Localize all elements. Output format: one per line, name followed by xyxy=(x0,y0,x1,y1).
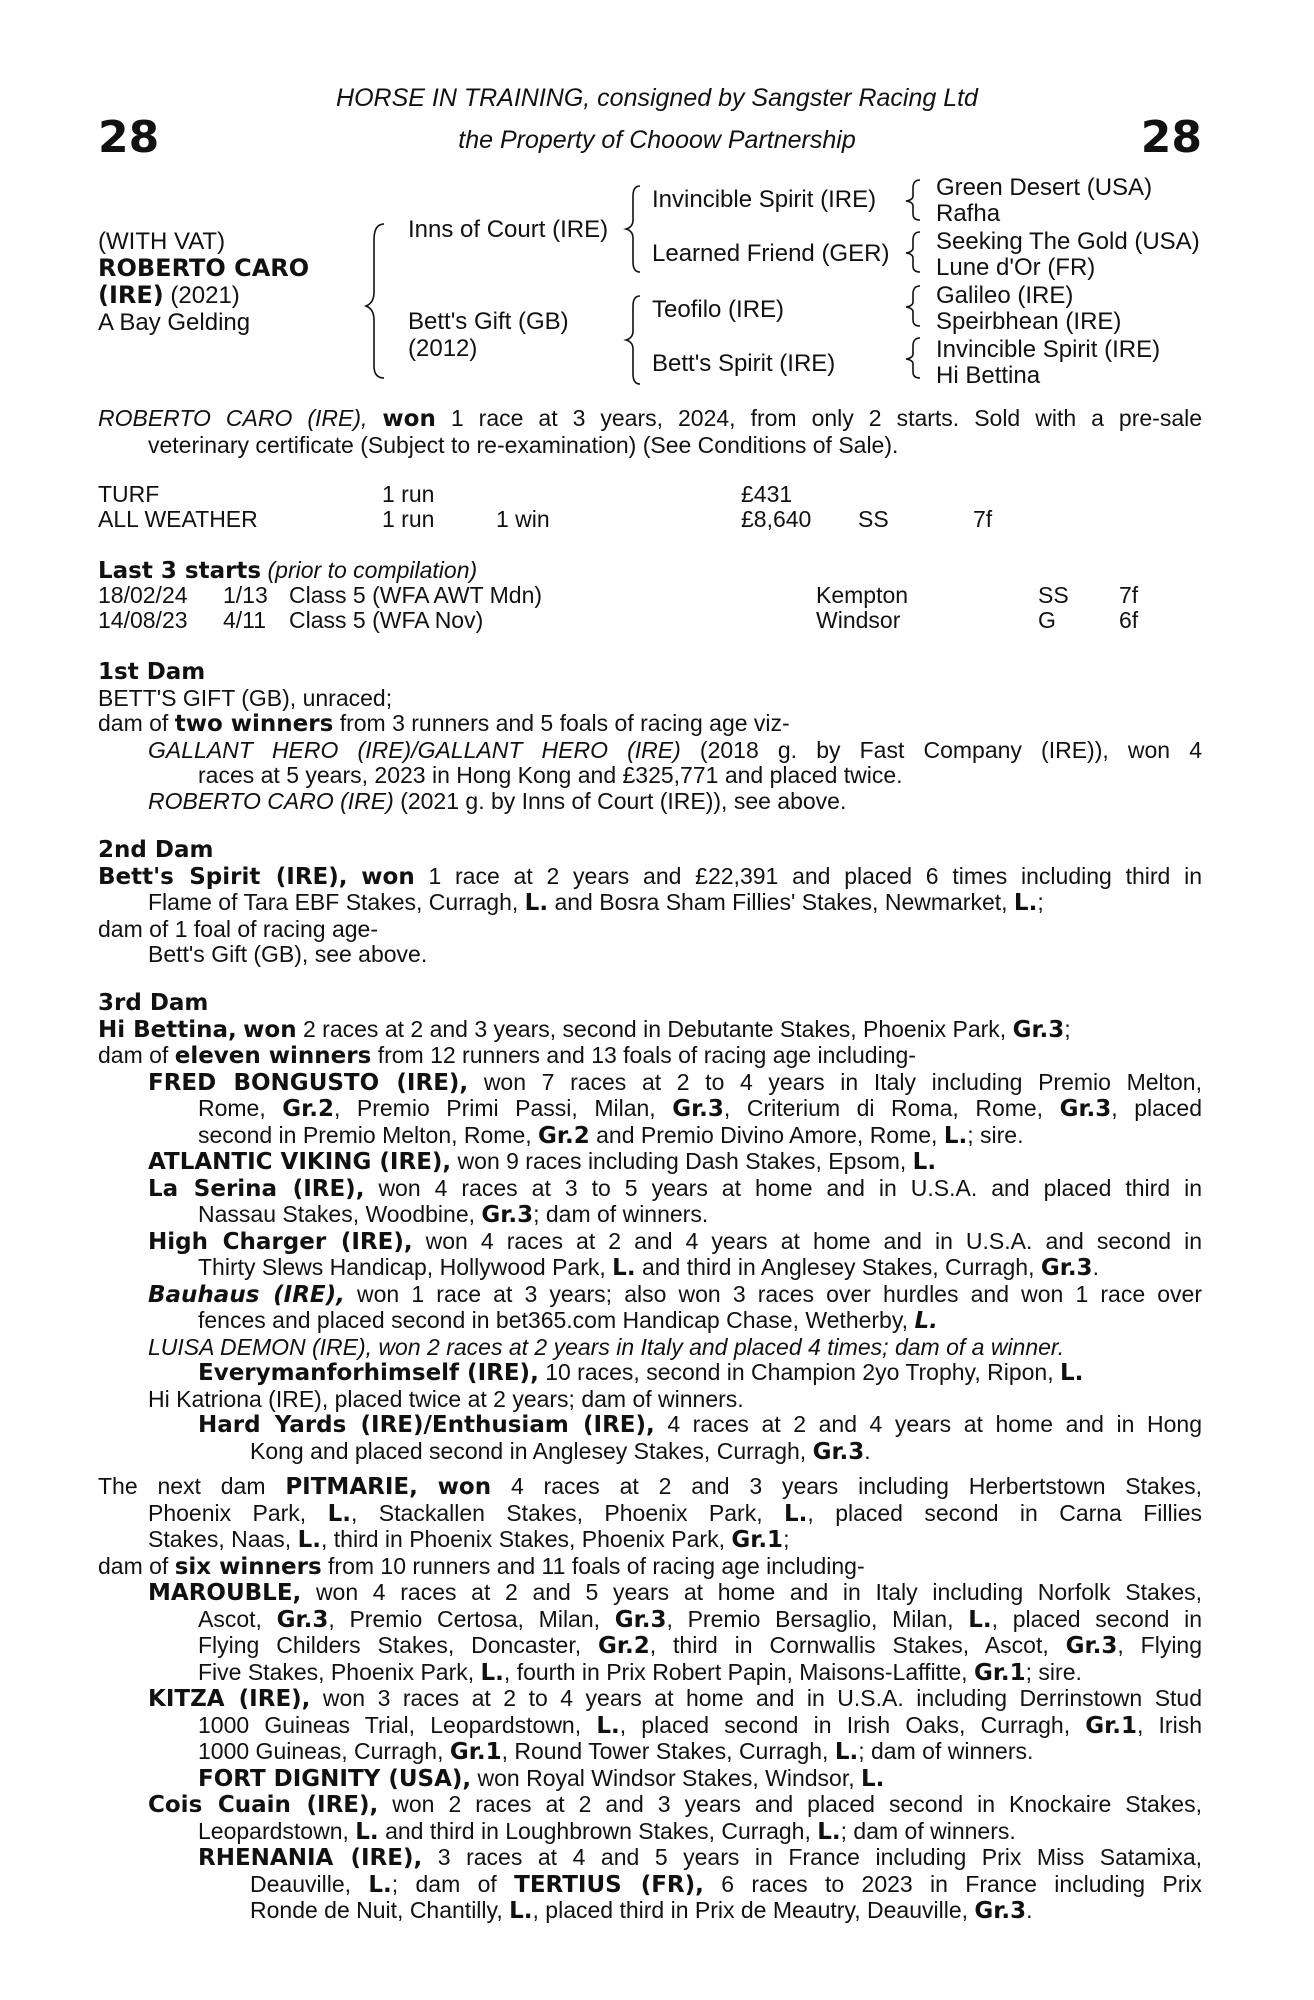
text-run: Cois Cuain (IRE), xyxy=(148,1792,379,1818)
text-run: L. xyxy=(297,1527,321,1553)
text-run: and third in Anglesey Stakes, Curragh, xyxy=(641,1254,1035,1280)
text-run: won 3 races at 2 to 4 years at home and in U.S.A. including Derrinstown Stud xyxy=(322,1685,1203,1711)
text-run: Gr.3 xyxy=(672,1096,724,1122)
text-run: from 12 runners and 13 foals of racing age including- xyxy=(377,1042,916,1068)
text-run: Gr.3 xyxy=(812,1438,865,1465)
sire-sire: Invincible Spirit (IRE) xyxy=(652,186,877,213)
text-line xyxy=(98,1229,1202,1256)
summary xyxy=(98,406,1202,458)
text-run: ; sire. xyxy=(967,1121,1024,1148)
text-run: ATLANTIC VIKING (IRE), xyxy=(148,1149,452,1175)
text-run: 1000 Guineas Trial, Leopardstown, xyxy=(198,1711,582,1738)
text-run: 6 races to 2023 in France including Prix xyxy=(721,1870,1202,1897)
text-run: ; dam of winners. xyxy=(533,1201,709,1227)
text-run: (2018 g. by Fast Company (IRE)), won 4 xyxy=(699,736,1203,763)
text-run: KITZA (IRE), xyxy=(148,1686,311,1712)
text-line xyxy=(98,1123,1202,1150)
text-run: L. xyxy=(943,1122,968,1149)
text-run: . xyxy=(1092,1254,1099,1280)
text-run: , Premio Certosa, Milan, xyxy=(328,1605,601,1632)
text-line xyxy=(98,1282,1202,1309)
text-line xyxy=(98,738,1202,764)
text-line xyxy=(98,1202,1202,1229)
text-run: Nassau Stakes, Woodbine, xyxy=(198,1201,476,1227)
text-line xyxy=(98,1149,1202,1176)
text-run: Everymanforhimself (IRE), xyxy=(198,1360,539,1386)
sire-brace xyxy=(626,186,640,272)
text-run: , Flying xyxy=(1117,1632,1203,1658)
header-consignor: HORSE IN TRAINING, consigned by Sangster Racing Ltd xyxy=(336,84,978,112)
text-run: L. xyxy=(784,1500,808,1527)
text-run: ; xyxy=(1064,1015,1071,1042)
section-heading: 2nd Dam xyxy=(98,837,214,863)
text-run: second in Premio Melton, Rome, xyxy=(198,1121,532,1148)
text-line xyxy=(98,1017,1202,1044)
text-line xyxy=(98,1554,1202,1581)
text-run: , Premio Bersaglio, Milan, xyxy=(666,1605,954,1632)
text-run: L. xyxy=(480,1659,504,1686)
text-run: ; sire. xyxy=(1025,1658,1082,1685)
text-run: , Criterium di Roma, Rome, xyxy=(723,1095,1044,1121)
summary-line-1 xyxy=(98,406,1202,433)
text-line xyxy=(98,1713,1202,1740)
text-run: won 4 races at 2 and 4 years at home and in U.S.A. and second in xyxy=(425,1227,1203,1254)
text-line xyxy=(98,1792,1202,1819)
text-run: won 7 races at 2 to 4 years in Italy including Premio Melton, xyxy=(483,1068,1202,1095)
text-line xyxy=(98,1527,1202,1554)
text-run: Gr.3 xyxy=(1040,1255,1093,1281)
text-run: won xyxy=(382,406,436,432)
text-run: Phoenix Park, xyxy=(148,1499,307,1526)
text-run: Deauville, xyxy=(250,1870,351,1897)
dam-sire: Teofilo (IRE) xyxy=(652,296,785,323)
text-run: Gr.1 xyxy=(1085,1712,1137,1739)
sd-brace xyxy=(906,232,920,272)
text-run: LUISA DEMON (IRE), won 2 races at 2 years in Italy and placed 4 times; dam of a winner. xyxy=(148,1333,1065,1360)
text-run: , third in Cornwallis Stakes, Ascot, xyxy=(649,1632,1049,1658)
text-run: , placed second in Carna Fillies xyxy=(807,1499,1203,1526)
text-run: L. xyxy=(834,1739,859,1765)
text-run: MAROUBLE, xyxy=(148,1580,302,1606)
text-line xyxy=(98,890,1202,917)
text-line xyxy=(98,1096,1202,1123)
text-run: Hard Yards (IRE)/Enthusiam (IRE), xyxy=(198,1412,655,1438)
text-run: 1 race at 3 years, 2024, from only 2 starts. Sold with a pre-sale xyxy=(450,405,1203,431)
dd-brace xyxy=(906,338,920,378)
text-line xyxy=(98,1845,1202,1872)
text-run: Ronde de Nuit, Chantilly, xyxy=(250,1897,503,1923)
text-line xyxy=(98,1501,1202,1528)
text-run: won xyxy=(243,1016,297,1043)
text-run: Flame of Tara EBF Stakes, Curragh, xyxy=(148,889,519,915)
first-dam-section xyxy=(98,660,1202,814)
text-run: six winners xyxy=(174,1553,322,1580)
text-run: Gr.3 xyxy=(276,1606,329,1633)
text-run: two winners xyxy=(174,711,334,737)
text-run: , Round Tower Stakes, Curragh, xyxy=(501,1738,829,1764)
text-line: BETT'S GIFT (GB), unraced; xyxy=(98,684,393,711)
text-run: fences and placed second in bet365.com Handicap Chase, Wetherby, xyxy=(198,1307,909,1333)
summary-line-2: veterinary certificate (Subject to re-examination) (See Conditions of Sale). xyxy=(148,431,899,458)
dam-sire-dam: Speirbhean (IRE) xyxy=(936,308,1122,335)
sire-dam-sire: Seeking The Gold (USA) xyxy=(936,228,1200,255)
big-brace xyxy=(366,224,384,378)
text-run: L. xyxy=(817,1818,841,1845)
text-run: won 2 races at 2 and 3 years and placed second in Knockaire Stakes, xyxy=(392,1791,1202,1817)
text-line: Bett's Gift (GB), see above. xyxy=(148,941,428,967)
text-run: La Serina (IRE), xyxy=(148,1175,365,1202)
lot-number-right: 28 xyxy=(1140,112,1202,163)
text-run: Gr.1 xyxy=(973,1659,1026,1686)
text-run: from 10 runners and 11 foals of racing age including- xyxy=(328,1552,865,1579)
text-run: ROBERTO CARO (IRE) xyxy=(148,787,394,814)
horse-suffix: (IRE) xyxy=(98,281,164,309)
text-run: dam of xyxy=(98,710,169,736)
text-line xyxy=(98,1580,1202,1607)
text-line xyxy=(98,1898,1202,1925)
text-run: . xyxy=(864,1437,871,1464)
text-run: Gr.1 xyxy=(731,1527,784,1553)
text-run: L. xyxy=(509,1898,533,1924)
dam-line2: (2012) xyxy=(408,335,478,362)
text-run: L. xyxy=(912,1149,937,1175)
text-line: Hi Katriona (IRE), placed twice at 2 years; dam of winners. xyxy=(148,1385,744,1412)
text-run: Ascot, xyxy=(198,1605,262,1632)
text-run: Gr.3 xyxy=(1012,1016,1065,1043)
text-line xyxy=(98,1412,1202,1439)
text-run: ROBERTO CARO (IRE), xyxy=(98,405,368,431)
text-line xyxy=(98,1335,1202,1361)
text-run: and Premio Divino Amore, Rome, xyxy=(596,1121,938,1148)
text-line xyxy=(98,1176,1202,1203)
section-heading: 3rd Dam xyxy=(98,990,209,1016)
text-run: Five Stakes, Phoenix Park, xyxy=(198,1658,475,1685)
text-run: The next dam xyxy=(98,1473,266,1499)
dam-dam-dam: Hi Bettina xyxy=(936,362,1041,389)
text-run: Gr.1 xyxy=(449,1739,502,1765)
text-run: 2 races at 2 and 3 years, second in Debutante Stakes, Phoenix Park, xyxy=(303,1015,1007,1042)
text-run: 1 race at 2 years and £22,391 and placed 6 times including third in xyxy=(428,862,1202,889)
text-run: ; dam of winners. xyxy=(840,1817,1016,1844)
text-run: Stakes, Naas, xyxy=(148,1526,292,1552)
text-run: Gr.2 xyxy=(282,1096,334,1122)
text-run: , Premio Primi Passi, Milan, xyxy=(333,1095,656,1121)
text-run: , Stackallen Stakes, Phoenix Park, xyxy=(351,1499,763,1526)
second-dam-section xyxy=(98,838,1202,968)
text-run: L. xyxy=(968,1606,992,1633)
text-run: Bauhaus (IRE), xyxy=(148,1281,345,1308)
text-run: L. xyxy=(368,1871,392,1898)
sire: Inns of Court (IRE) xyxy=(408,216,609,243)
dam-line1: Bett's Gift (GB) xyxy=(408,308,569,335)
text-run: PITMARIE, xyxy=(285,1474,418,1500)
sire-sire-sire: Green Desert (USA) xyxy=(936,174,1153,201)
text-line: races at 5 years, 2023 in Hong Kong and £325,771 and placed twice. xyxy=(198,762,903,788)
sire-dam: Learned Friend (GER) xyxy=(652,240,890,267)
text-run: , fourth in Prix Robert Papin, Maisons-Laffitte, xyxy=(503,1658,968,1685)
text-run: Leopardstown, xyxy=(198,1817,349,1844)
text-run: , Irish xyxy=(1136,1711,1202,1738)
ds-brace xyxy=(906,286,920,326)
text-run: 4 races at 2 and 4 years at home and in Hong xyxy=(667,1411,1202,1437)
text-run: 4 races at 2 and 3 years including Herbertstown Stakes, xyxy=(510,1473,1203,1499)
last-starts-heading: Last 3 starts (prior to compilation) xyxy=(98,557,478,584)
text-line xyxy=(98,1439,1202,1466)
text-line xyxy=(98,1819,1202,1846)
text-run: FRED BONGUSTO (IRE), xyxy=(148,1069,469,1096)
text-run: TERTIUS (FR), xyxy=(514,1871,704,1898)
text-run: Gr.3 xyxy=(1059,1096,1112,1122)
text-line xyxy=(98,1255,1202,1282)
section-heading: 1st Dam xyxy=(98,659,206,685)
vat-label: (WITH VAT) xyxy=(98,228,226,255)
text-run: dam of xyxy=(98,1552,169,1579)
text-run: Rome, xyxy=(198,1095,266,1121)
text-run: L. xyxy=(612,1255,636,1281)
text-run: won 9 races including Dash Stakes, Epsom, xyxy=(457,1148,907,1174)
text-run: GALLANT HERO (IRE)/GALLANT HERO (IRE) xyxy=(148,736,681,763)
text-run: , third in Phoenix Stakes, Phoenix Park, xyxy=(320,1526,725,1552)
text-run: , placed second in xyxy=(991,1605,1203,1632)
text-run: L. xyxy=(861,1765,885,1792)
text-run: 10 races, second in Champion 2yo Trophy, Ripon, xyxy=(545,1359,1054,1385)
text-line xyxy=(98,1043,1202,1070)
text-line xyxy=(98,1360,1202,1387)
text-run: Hi Bettina, xyxy=(98,1016,237,1043)
text-run: won 4 races at 2 and 5 years at home and in Italy including Norfolk Stakes, xyxy=(315,1579,1203,1605)
text-run: Gr.2 xyxy=(538,1122,590,1149)
horse-year: (2021) xyxy=(170,282,240,309)
text-run: Kong and placed second in Anglesey Stakes, Curragh, xyxy=(250,1437,807,1464)
text-run: RHENANIA (IRE), xyxy=(198,1845,423,1871)
text-line xyxy=(98,1474,1202,1501)
text-line xyxy=(98,1739,1202,1766)
text-run: . xyxy=(1026,1897,1033,1923)
text-line xyxy=(98,1660,1202,1687)
text-run: dam of xyxy=(98,1042,169,1068)
text-run: ; xyxy=(1037,889,1044,915)
text-run: Gr.3 xyxy=(974,1898,1027,1924)
text-line xyxy=(98,1308,1202,1335)
text-line: dam of 1 foal of racing age- xyxy=(98,915,378,942)
text-run: Thirty Slews Handicap, Hollywood Park, xyxy=(198,1254,606,1280)
text-run: L. xyxy=(1013,890,1038,916)
dam-brace xyxy=(626,296,640,384)
horse-description: A Bay Gelding xyxy=(98,309,251,336)
text-run: won 1 race at 3 years; also won 3 races over hurdles and won 1 race over xyxy=(357,1280,1203,1307)
text-run: eleven winners xyxy=(174,1043,372,1069)
sire-sire-dam: Rafha xyxy=(936,200,1001,227)
ss-brace xyxy=(906,180,920,220)
text-run: ; xyxy=(783,1526,790,1552)
lot-number-left: 28 xyxy=(98,112,160,163)
text-line xyxy=(98,1686,1202,1713)
text-line xyxy=(98,864,1202,891)
header-property: the Property of Chooow Partnership xyxy=(458,126,856,154)
text-run: 1000 Guineas, Curragh, xyxy=(198,1738,444,1764)
dam-dam-sire: Invincible Spirit (IRE) xyxy=(936,336,1161,363)
text-run: , placed third in Prix de Meautry, Deauville, xyxy=(532,1897,969,1923)
horse-name: ROBERTO CARO xyxy=(98,254,310,282)
text-run: won xyxy=(437,1474,492,1500)
text-line xyxy=(98,789,1202,815)
text-run: L. xyxy=(355,1818,379,1845)
text-run: Bett's Spirit (IRE), xyxy=(98,863,348,890)
text-run: 3 races at 4 and 5 years in France including Prix Miss Satamixa, xyxy=(437,1844,1203,1870)
text-run: won Royal Windsor Stakes, Windsor, xyxy=(477,1764,855,1791)
text-run: , placed second in Irish Oaks, Curragh, xyxy=(619,1711,1071,1738)
text-line xyxy=(98,1766,1202,1793)
third-dam-section xyxy=(98,991,1202,1465)
text-run: ; dam of winners. xyxy=(858,1738,1034,1764)
text-run: and third in Loughbrown Stakes, Curragh, xyxy=(385,1817,811,1844)
text-run: L. xyxy=(327,1500,352,1527)
dam-dam: Bett's Spirit (IRE) xyxy=(652,350,836,377)
text-run: L. xyxy=(524,890,549,916)
next-dam-section xyxy=(98,1474,1202,1925)
text-run: , placed xyxy=(1111,1095,1202,1121)
text-run: won 4 races at 3 to 5 years at home and in U.S.A. and placed third in xyxy=(378,1174,1203,1201)
text-run: Gr.3 xyxy=(1065,1633,1118,1659)
text-run: High Charger (IRE), xyxy=(148,1228,413,1255)
text-line xyxy=(98,1872,1202,1899)
text-line xyxy=(98,1633,1202,1660)
text-run: and Bosra Sham Fillies' Stakes, Newmarket, xyxy=(554,889,1008,915)
text-run: (2021 g. by Inns of Court (IRE)), see above. xyxy=(400,787,847,814)
text-line xyxy=(98,1070,1202,1097)
dam-sire-sire: Galileo (IRE) xyxy=(936,282,1074,309)
text-line xyxy=(98,1607,1202,1634)
text-run: Gr.2 xyxy=(598,1633,650,1659)
text-run: FORT DIGNITY (USA), xyxy=(198,1765,472,1792)
text-run: L. xyxy=(914,1308,938,1334)
text-run: Flying Childers Stakes, Doncaster, xyxy=(198,1632,582,1658)
text-run: Gr.3 xyxy=(481,1202,534,1228)
text-run: L. xyxy=(596,1712,620,1739)
text-line xyxy=(98,711,1202,738)
text-run: from 3 runners and 5 foals of racing age viz- xyxy=(339,710,790,736)
sire-dam-dam: Lune d'Or (FR) xyxy=(936,254,1096,281)
text-run: Gr.3 xyxy=(614,1606,667,1633)
text-run: L. xyxy=(1060,1360,1084,1386)
text-run: won xyxy=(361,863,415,890)
text-run: ; dam of xyxy=(391,1870,497,1897)
